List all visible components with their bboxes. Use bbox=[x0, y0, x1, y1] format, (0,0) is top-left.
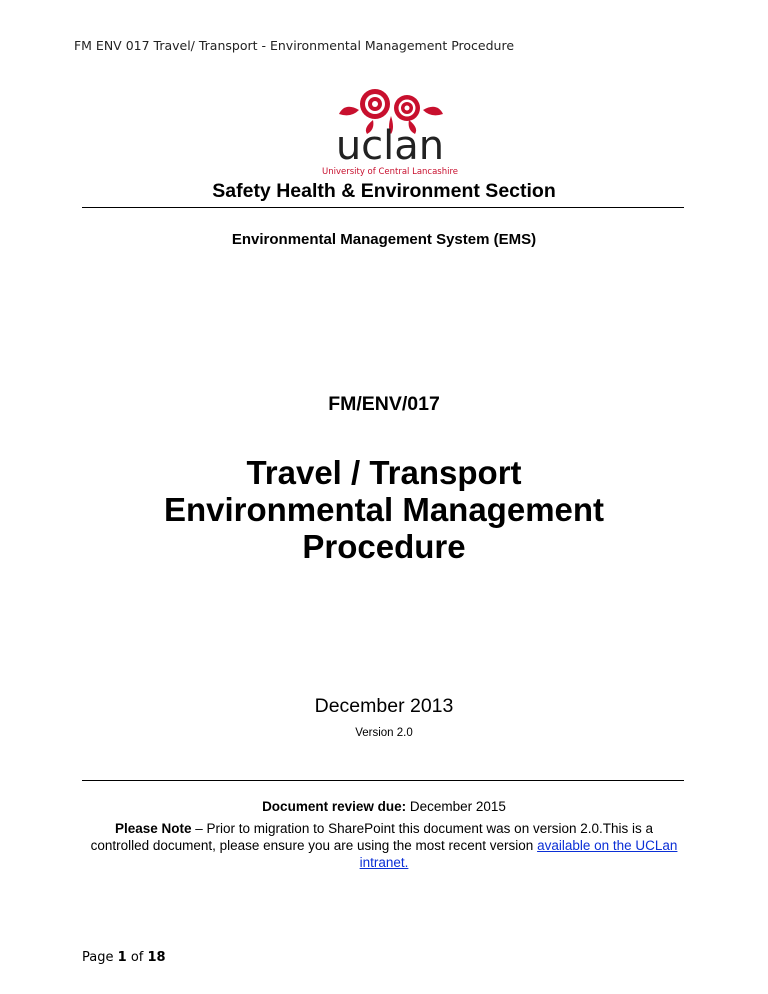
running-header: FM ENV 017 Travel/ Transport - Environmental Management Procedure bbox=[73, 38, 515, 53]
bottom-divider bbox=[82, 780, 684, 781]
ems-subtitle: Environmental Management System (EMS) bbox=[231, 231, 537, 248]
footer-page-total: 18 bbox=[147, 950, 166, 965]
note-label: Please Note bbox=[114, 821, 192, 836]
review-due bbox=[0, 799, 768, 814]
footer-of-word: of bbox=[130, 950, 144, 965]
title-line-2: Environmental Management bbox=[163, 491, 605, 528]
uclan-logo bbox=[313, 86, 468, 178]
rose-icon bbox=[313, 86, 468, 178]
logo-subtitle: University of Central Lancashire bbox=[321, 167, 459, 177]
footer-page-number: 1 bbox=[117, 950, 127, 965]
document-code: FM/ENV/017 bbox=[328, 393, 440, 415]
title-line-1: Travel / Transport bbox=[246, 454, 522, 491]
title-line-3: Procedure bbox=[302, 528, 466, 565]
section-title: Safety Health & Environment Section bbox=[212, 180, 556, 202]
please-note bbox=[86, 820, 682, 871]
footer-page-word: Page bbox=[82, 950, 114, 965]
issue-date: December 2013 bbox=[314, 695, 454, 717]
page-footer bbox=[82, 950, 166, 965]
top-divider bbox=[82, 207, 684, 208]
logo-wordmark: uclan bbox=[335, 123, 445, 169]
version-label: Version 2.0 bbox=[355, 727, 413, 739]
review-label: Document review due: bbox=[262, 799, 407, 814]
intranet-link[interactable]: available on the UCLan intranet. bbox=[359, 838, 678, 870]
note-text: – Prior to migration to SharePoint this document was on version 2.0.This is a controlled document, please ensure you are using the most recent version bbox=[90, 821, 654, 853]
document-title bbox=[0, 454, 768, 565]
review-value: December 2015 bbox=[409, 799, 506, 814]
